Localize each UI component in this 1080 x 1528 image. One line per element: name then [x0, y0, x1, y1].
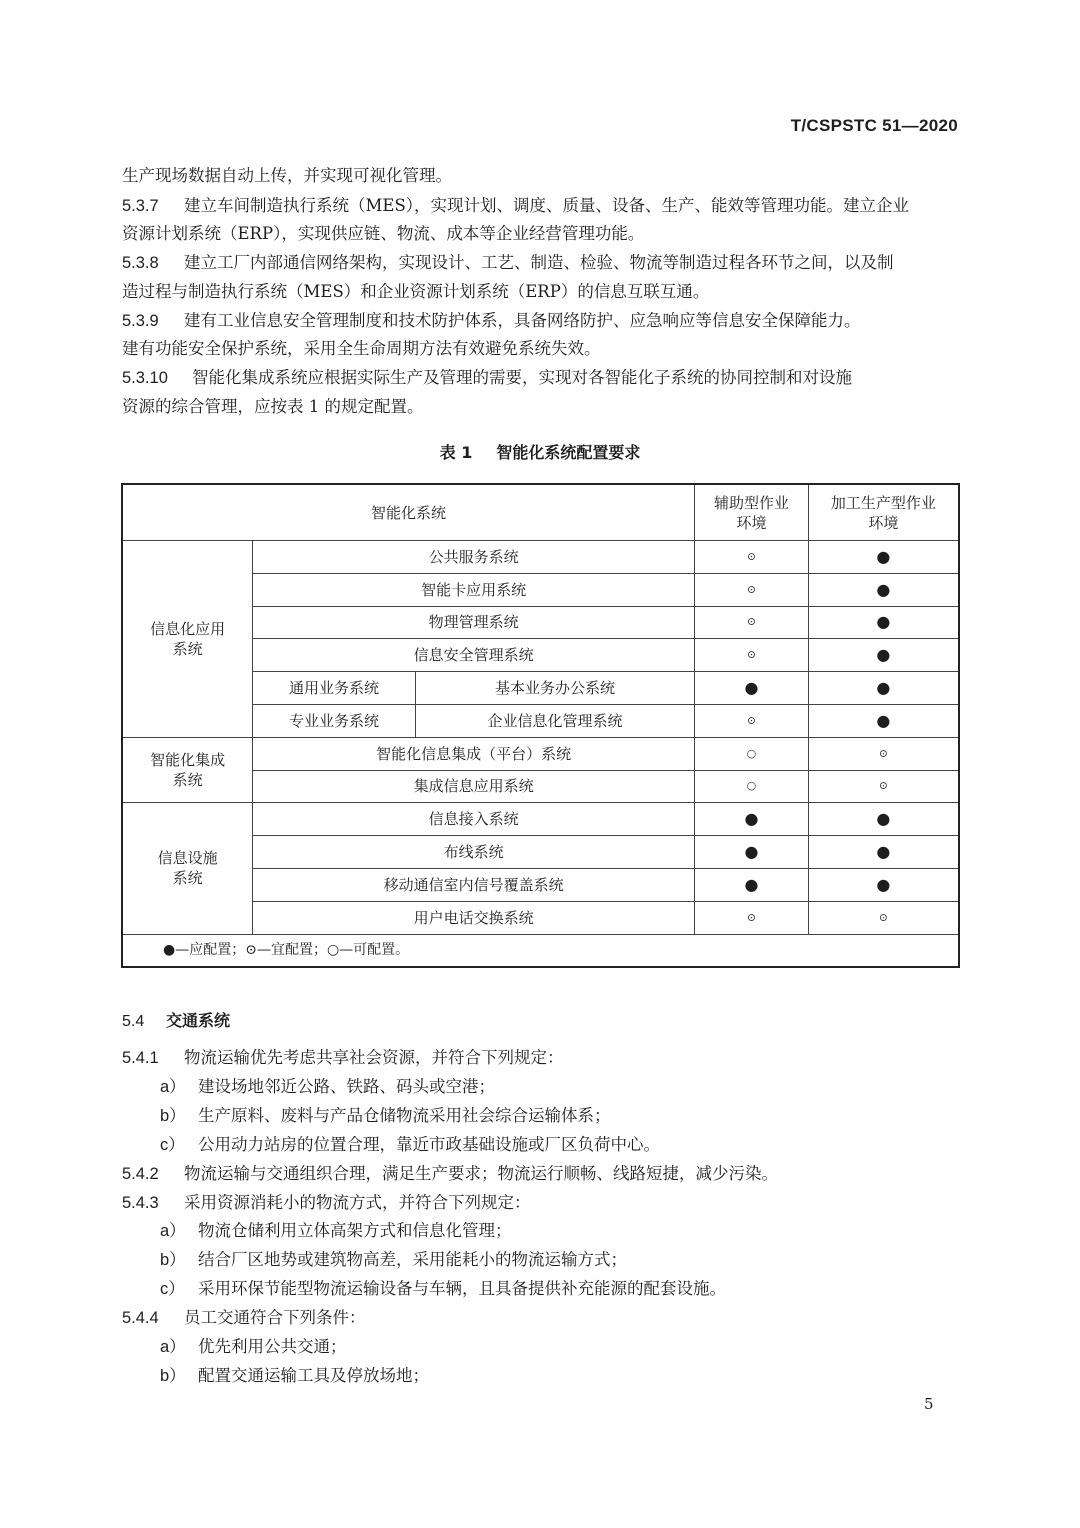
section-title: 交通系统 — [166, 1011, 231, 1030]
clause-5-3-10-line-1: 5.3.10 智能化集成系统应根据实际生产及管理的需要，实现对各智能化子系统的协同控制和对设施 — [122, 368, 852, 387]
clause-number: 5.3.8 — [122, 254, 159, 272]
clause-number: 5.4.2 — [122, 1165, 159, 1183]
header-system: 智能化系统 — [122, 484, 695, 541]
config-symbol: ⊙ — [695, 704, 809, 737]
table-row — [122, 803, 959, 836]
system-name: 智能化信息集成（平台）系统 — [253, 737, 695, 770]
config-symbol: ● — [808, 639, 959, 672]
config-symbol: ⊙ — [695, 541, 809, 574]
config-symbol: ● — [808, 573, 959, 606]
clause-5-3-8-line-1: 5.3.8 建立工厂内部通信网络架构，实现设计、工艺、制造、检验、物流等制造过程各环节之间，以及制 — [122, 253, 894, 272]
system-name: 布线系统 — [253, 836, 695, 869]
clause-5-4-2: 5.4.2 物流运输与交通组织合理，满足生产要求；物流运行顺畅、线路短捷，减少污染。 — [122, 1164, 778, 1183]
group-name: 信息化应用 系统 — [122, 541, 253, 738]
config-symbol: ● — [695, 836, 809, 869]
clause-5-4-1: 5.4.1 物流运输优先考虑共享社会资源，并符合下列规定： — [122, 1048, 564, 1067]
document-code: T/CSPSTC 51—2020 — [790, 116, 958, 135]
table-note: ●—应配置；⊙—宜配置；○—可配置。 — [122, 934, 959, 967]
system-name: 物理管理系统 — [253, 606, 695, 639]
config-symbol: ⊙ — [808, 770, 959, 803]
clause-number: 5.3.7 — [122, 197, 159, 215]
system-name: 用户电话交换系统 — [253, 901, 695, 934]
clause-number: 5.4.4 — [122, 1309, 159, 1327]
table-row — [122, 737, 959, 770]
config-symbol: ● — [808, 606, 959, 639]
clause-5-3-8-line-2: 造过程与制造执行系统（MES）和企业资源计划系统（ERP）的信息互联互通。 — [122, 282, 710, 301]
config-symbol: ⊙ — [695, 606, 809, 639]
clause-5-4-3: 5.4.3 采用资源消耗小的物流方式，并符合下列规定： — [122, 1193, 531, 1212]
clause-number: 5.4.3 — [122, 1194, 159, 1212]
config-symbol: ○ — [695, 770, 809, 803]
config-symbol: ● — [808, 868, 959, 901]
clause-number: 5.3.9 — [122, 312, 159, 330]
config-symbol: ● — [695, 868, 809, 901]
config-symbol: ⊙ — [695, 639, 809, 672]
list-item: a） 优先利用公共交通； — [160, 1337, 347, 1356]
list-item: b） 结合厂区地势或建筑物高差，采用能耗小的物流运输方式； — [160, 1250, 627, 1269]
config-symbol: ● — [808, 803, 959, 836]
system-name: 公共服务系统 — [253, 541, 695, 574]
subgroup-name: 专业业务系统 — [253, 704, 416, 737]
clause-number: 5.4.1 — [122, 1049, 159, 1067]
system-name: 信息接入系统 — [253, 803, 695, 836]
list-item: b） 生产原料、废料与产品仓储物流采用社会综合运输体系； — [160, 1106, 611, 1125]
config-symbol: ● — [808, 541, 959, 574]
table-number: 表 1 — [439, 443, 473, 462]
system-name: 集成信息应用系统 — [253, 770, 695, 803]
system-name: 智能卡应用系统 — [253, 573, 695, 606]
paragraph-line: 生产现场数据自动上传，并实现可视化管理。 — [122, 166, 452, 185]
clause-5-3-9-line-1: 5.3.9 建有工业信息安全管理制度和技术防护体系，具备网络防护、应急响应等信息安全保障能力。 — [122, 311, 861, 330]
table-caption — [0, 440, 1080, 463]
list-item: a） 物流仓储利用立体高架方式和信息化管理； — [160, 1221, 512, 1240]
config-symbol: ⊙ — [695, 573, 809, 606]
clause-number: 5.3.10 — [122, 369, 168, 387]
clause-5-4-4: 5.4.4 员工交通符合下列条件： — [122, 1308, 366, 1327]
config-symbol: ● — [808, 836, 959, 869]
group-name: 信息设施 系统 — [122, 803, 253, 934]
clause-5-3-9-line-2: 建有功能安全保护系统，采用全生命周期方法有效避免系统失效。 — [122, 339, 601, 358]
config-symbol: ● — [808, 704, 959, 737]
header-col-assist: 辅助型作业 环境 — [695, 484, 809, 541]
table-row — [122, 541, 959, 574]
clause-5-3-10-line-2: 资源的综合管理，应按表 1 的规定配置。 — [122, 397, 424, 416]
clause-5-3-7-line-1: 5.3.7 建立车间制造执行系统（MES），实现计划、调度、质量、设备、生产、能效等管理功能。建立企业 — [122, 196, 909, 215]
config-symbol: ○ — [695, 737, 809, 770]
list-item: a） 建设场地邻近公路、铁路、码头或空港； — [160, 1077, 495, 1096]
system-name: 基本业务办公系统 — [415, 672, 694, 705]
config-symbol: ⊙ — [808, 737, 959, 770]
group-name: 智能化集成 系统 — [122, 737, 253, 803]
config-symbol: ● — [695, 672, 809, 705]
config-table — [121, 483, 960, 968]
list-item: c） 采用环保节能型物流运输设备与车辆，且具备提供补充能源的配套设施。 — [160, 1279, 726, 1298]
config-symbol: ● — [695, 803, 809, 836]
table-title: 智能化系统配置要求 — [496, 443, 641, 462]
header-col-production: 加工生产型作业 环境 — [808, 484, 959, 541]
system-name: 移动通信室内信号覆盖系统 — [253, 868, 695, 901]
list-item: b） 配置交通运输工具及停放场地； — [160, 1366, 429, 1385]
system-name: 信息安全管理系统 — [253, 639, 695, 672]
section-heading — [122, 1008, 230, 1031]
config-symbol: ⊙ — [695, 901, 809, 934]
system-name: 企业信息化管理系统 — [415, 704, 694, 737]
subgroup-name: 通用业务系统 — [253, 672, 416, 705]
page-number: 5 — [924, 1395, 934, 1413]
list-item: c） 公用动力站房的位置合理，靠近市政基础设施或厂区负荷中心。 — [160, 1135, 660, 1154]
clause-5-3-7-line-2: 资源计划系统（ERP），实现供应链、物流、成本等企业经营管理功能。 — [122, 224, 645, 243]
section-number: 5.4 — [122, 1013, 145, 1030]
config-symbol: ⊙ — [808, 901, 959, 934]
config-symbol: ● — [808, 672, 959, 705]
